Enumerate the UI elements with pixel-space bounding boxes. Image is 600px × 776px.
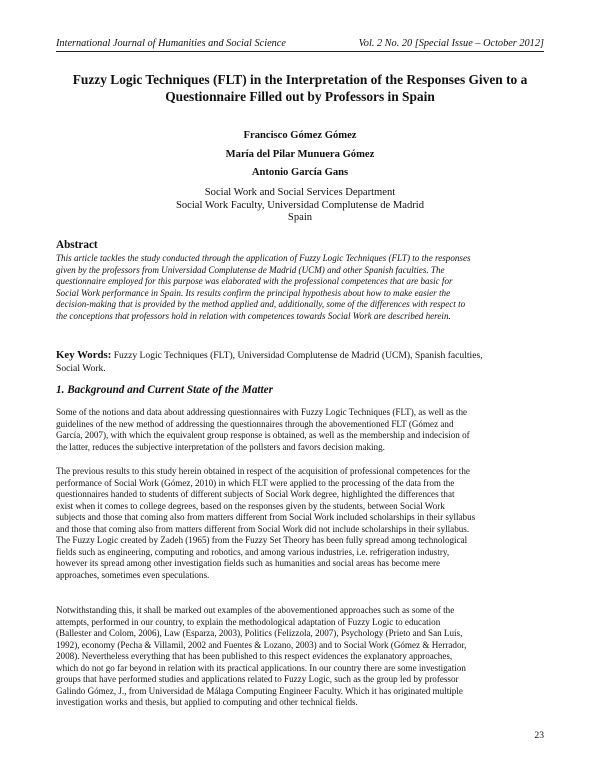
text-line: subjects and those that coming also from matters different from Social Work included scholarships in their syllabus (56, 512, 476, 523)
section-heading: 1. Background and Current State of the Matter (56, 384, 273, 396)
abstract-line: questionnaire employed for this purpose was elaborated with the professional competences that are basic for (56, 276, 453, 287)
abstract-line: given by the professors from Universidad Complutense de Madrid (UCM) and other Spanish faculties. The (56, 264, 445, 275)
text-line: García, 2007), with which the equivalent group response is obtained, as well as the membership and indecision of (56, 430, 470, 441)
author-name: María del Pilar Munuera Gómez (225, 148, 375, 160)
abstract-line: decision-making that is provided by the method applied and, additionally, some of the differences with respect to (56, 299, 466, 310)
text-line: Galindo Gómez, J., from Universidad de Málaga Computing Engineer Faculty. Which it has originated multiple (56, 685, 463, 696)
abstract-line: Social Work performance in Spain. Its results confirm the principal hypothesis about how to make easier the (56, 287, 451, 298)
text-line: The previous results to this study herein obtained in respect of the acquisition of professional competences for the (56, 466, 470, 476)
running-head (56, 38, 544, 50)
text-line: the latter, reduces the subjective interpretation of the pollsters and favors decision making. (56, 441, 385, 452)
text-line: exist when it comes to college degrees, based on the responses given by the students, between Social Work (56, 500, 445, 511)
abstract-line: This article tackles the study conducted through the application of Fuzzy Logic Techniques (FLT) to the responses (56, 253, 471, 263)
title-line: Questionnaire Filled out by Professors in Spain (165, 89, 435, 104)
page-number: 23 (534, 730, 544, 741)
text-line: guidelines of the new method of addressing the questionnaires through the abovementioned FLT (Gómez and (56, 418, 454, 429)
affiliation-line: Social Work Faculty, Universidad Complutense de Madrid (175, 199, 425, 211)
paper-title (50, 71, 550, 105)
text-line: (Ballester and Colom, 2006), Law (Esparza, 2003), Politics (Felizzola, 2007), Psychology (Prieto and San Luís, (56, 628, 463, 639)
header-rule (56, 51, 544, 52)
text-line: investigation works and thesis, but applied to computing and other technical fields. (56, 697, 358, 708)
text-line: The Fuzzy Logic created by Zadeh (1965) from the Fuzzy Set Theory has been fully spread among technological (56, 535, 468, 546)
keywords-line: Social Work. (56, 362, 106, 374)
affiliation (56, 187, 544, 225)
body-paragraph (56, 605, 546, 709)
keywords (56, 349, 546, 375)
affiliation-line: Spain (287, 212, 313, 223)
abstract-text (56, 253, 544, 323)
author-name: Antonio García Gans (251, 167, 349, 178)
abstract-heading: Abstract (56, 239, 98, 251)
keywords-label: Key Words: (56, 349, 112, 361)
text-line: Notwithstanding this, it shall be marked out examples of the abovementioned approaches such as some of the (56, 605, 455, 615)
issue-info: Vol. 2 No. 20 [Special Issue – October 2012] (358, 38, 544, 49)
text-line: which do not go far beyond in relation with its practical applications. In our country there are some investigation (56, 662, 466, 673)
text-line: groups that have performed studies and applications related to Fuzzy Logic, such as the group led by professor (56, 674, 459, 685)
text-line: and those that coming also from matters different from Social Work did not include scholarships in their syllabus. (56, 523, 470, 534)
text-line: 1992), economy (Pecha & Villamil, 2002 and Fuentes & Lozano, 2003) and to Social Work (Gómez & Herrador, (56, 639, 467, 650)
text-line: performance of Social Work (Gómez, 2010) in which FLT were applied to the processing of the data from the (56, 477, 455, 488)
journal-name: International Journal of Humanities and Social Science (56, 38, 286, 49)
text-line: questionnaires handed to students of different subjects of Social Work degree, highlighted the differences that (56, 489, 455, 500)
author-list (56, 127, 544, 183)
body-paragraph (56, 407, 546, 453)
text-line: fields such as engineering, computing and robotics, and among various industries, i.e. refrigeration industry, (56, 546, 450, 557)
affiliation-line: Social Work and Social Services Department (204, 187, 396, 198)
keywords-line (56, 349, 546, 363)
title-line: Fuzzy Logic Techniques (FLT) in the Interpretation of the Responses Given to a (72, 72, 528, 87)
text-line: Some of the notions and data about addressing questionnaires with Fuzzy Logic Techniques (FLT), as well as the (56, 407, 468, 417)
body-paragraph (56, 466, 546, 581)
keywords-text: Fuzzy Logic Techniques (FLT), Universidad Complutense de Madrid (UCM), Spanish faculties, (113, 350, 483, 361)
text-line: attempts, performed in our country, to explain the methodological adaptation of Fuzzy Logic to education (56, 616, 441, 627)
author-name: Francisco Gómez Gómez (243, 130, 357, 141)
text-line: 2008). Nevertheless everything that has been published to this respect evidences the explanatory approaches, (56, 651, 453, 662)
abstract-line: the conceptions that professors hold in relation with competences towards Social Work are described herein. (56, 310, 451, 321)
text-line: approaches, sometimes even speculations. (56, 569, 210, 580)
text-line: however its spread among other investigation fields such as humanities and social areas has become mere (56, 558, 441, 569)
